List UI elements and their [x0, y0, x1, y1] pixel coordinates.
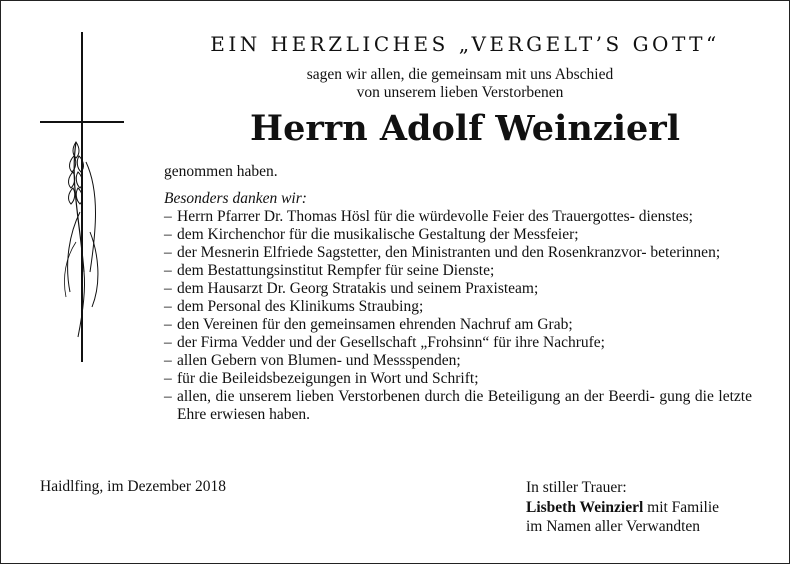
dash-mark: – [164, 262, 172, 279]
dash-mark: – [164, 244, 172, 261]
thanks-item: – dem Personal des Klinikums Straubing; [164, 298, 424, 315]
taken-text: genommen haben. [164, 163, 278, 180]
thanks-item: – dem Kirchenchor für die musikalische Gestaltung der Messfeier; [164, 226, 579, 243]
dash-mark: – [164, 388, 172, 405]
thanks-item: – der Firma Vedder und der Gesellschaft „Frohsinn“ für ihre Nachrufe; [164, 334, 605, 351]
cross-with-wheat-icon [40, 32, 140, 362]
thanks-item: – dem Hausarzt Dr. Georg Stratakis und seinem Praxisteam; [164, 280, 539, 297]
mourner-line [526, 498, 719, 518]
thanks-item: – den Vereinen für den gemeinsamen ehrenden Nachruf am Grab; [164, 316, 573, 333]
dash-mark: – [164, 334, 172, 351]
intro-line-1: sagen wir allen, die gemeinsam mit uns Abschied [306, 66, 614, 83]
deceased-name: Herrn Adolf Weinzierl [250, 108, 680, 149]
mourner-name: Lisbeth Weinzierl [526, 498, 644, 516]
thanks-item: – dem Bestattungsinstitut Rempfer für seine Dienste; [164, 262, 495, 279]
intro-text [160, 66, 760, 102]
mourner-suffix: mit Familie [643, 498, 720, 516]
thanks-item: – für die Beileidsbezeigungen in Wort und Schrift; [164, 370, 479, 387]
dash-mark: – [164, 226, 172, 243]
dash-mark: – [164, 298, 172, 315]
thanks-item: – Herrn Pfarrer Dr. Thomas Hösl für die würdevolle Feier des Trauergottes- dienstes; [164, 208, 693, 225]
relatives-line: im Namen aller Verwandten [526, 518, 701, 535]
thanks-item: – allen Gebern von Blumen- und Messspenden; [164, 352, 461, 369]
thanks-item: – allen, die unserem lieben Verstorbenen durch die Beteiligung an der Beerdi- gung die letzte Ehre erwiesen haben. [164, 388, 752, 423]
dash-mark: – [164, 208, 172, 225]
thanks-list [164, 208, 752, 424]
intro-line-2: von unserem lieben Verstorbenen [356, 84, 564, 101]
mourning-label: In stiller Trauer: [526, 479, 627, 496]
thanks-heading: Besonders danken wir: [164, 190, 307, 207]
thanks-item: – der Mesnerin Elfriede Sagstetter, den Ministranten und den Rosenkranzvor- beterinnen; [164, 244, 721, 261]
mourners-block [526, 478, 719, 537]
dash-mark: – [164, 316, 172, 333]
dash-mark: – [164, 280, 172, 297]
place-date: Haidlfing, im Dezember 2018 [40, 478, 226, 495]
dash-mark: – [164, 370, 172, 387]
dash-mark: – [164, 352, 172, 369]
headline: EIN HERZLICHES „VERGELT’S GOTT“ [210, 32, 720, 56]
